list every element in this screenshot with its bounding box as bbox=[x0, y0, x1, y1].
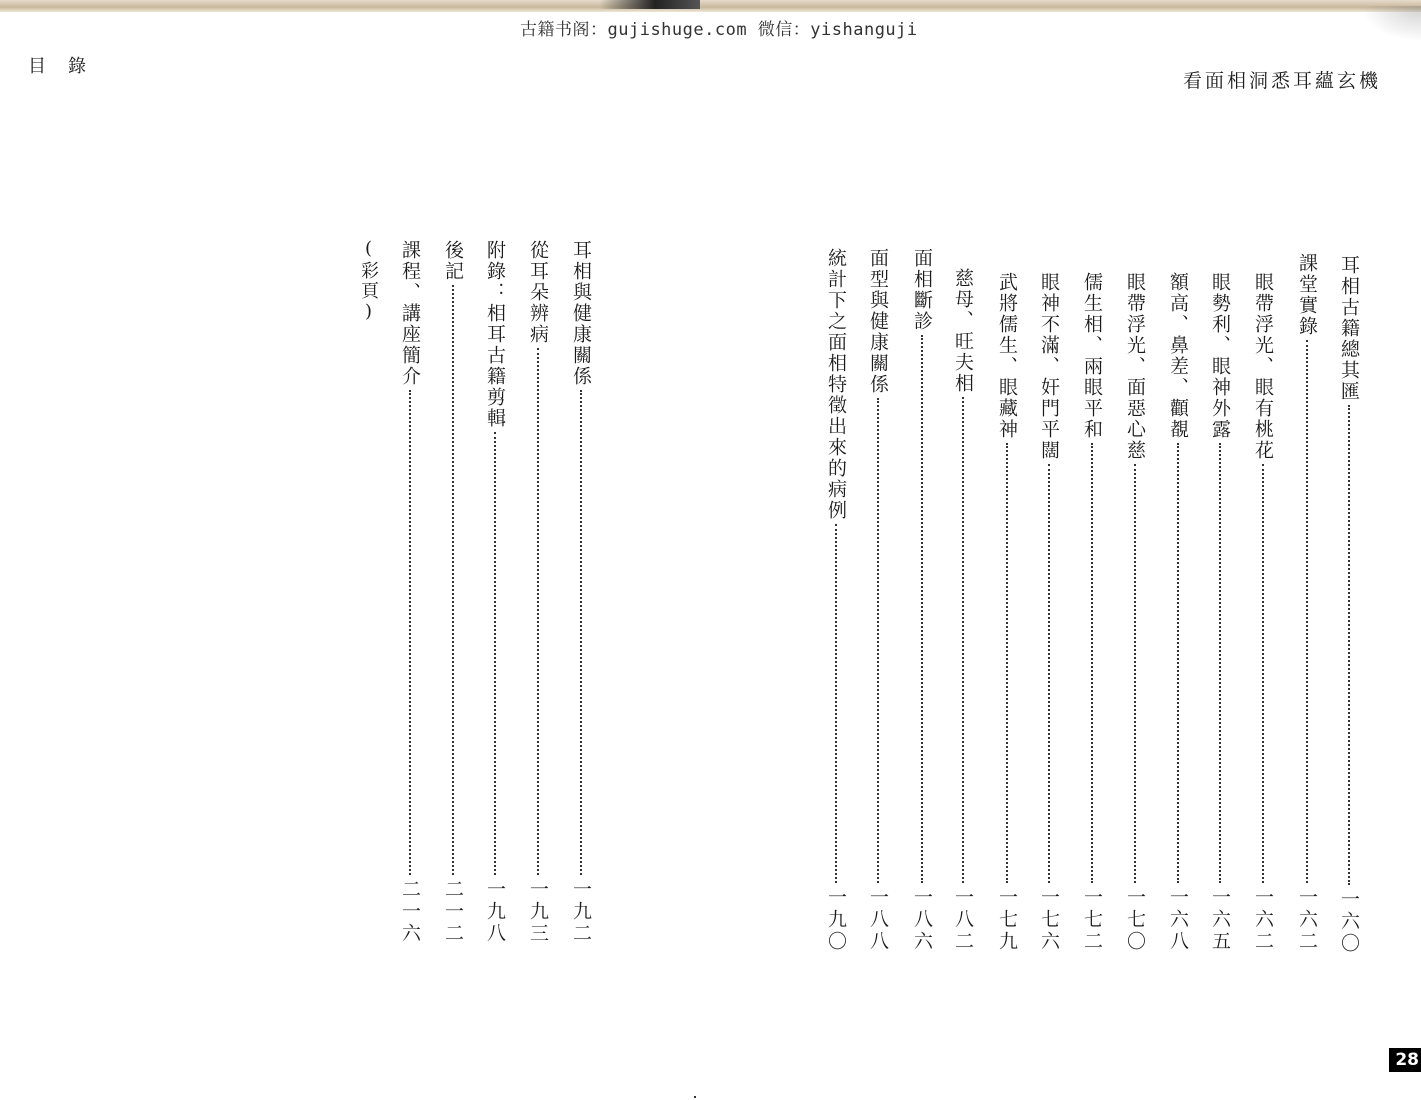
toc-entry bbox=[951, 268, 975, 953]
color-pages-note: (彩頁) bbox=[358, 238, 379, 324]
dot-leader bbox=[1006, 443, 1008, 883]
dot-leader bbox=[1306, 340, 1308, 883]
toc-entry-title: 從耳朵辨病 bbox=[527, 240, 549, 345]
toc-entry bbox=[398, 240, 422, 945]
dot-leader bbox=[1048, 464, 1050, 883]
toc-entry bbox=[910, 248, 934, 953]
running-header-right: 看面相洞悉耳蘊玄機 bbox=[1182, 70, 1381, 92]
toc-entry bbox=[1251, 272, 1275, 953]
toc-entry bbox=[1166, 272, 1190, 953]
toc-entry bbox=[866, 248, 890, 953]
toc-entry bbox=[1208, 272, 1232, 953]
toc-entry-title: 眼帶浮光、面惡心慈 bbox=[1124, 272, 1146, 461]
toc-entry-title: 耳相與健康關係 bbox=[570, 240, 592, 387]
toc-entry-page: 一六二 bbox=[1252, 887, 1274, 953]
toc-entry-page: 一六〇 bbox=[1338, 889, 1360, 955]
dot-leader bbox=[921, 335, 923, 883]
dot-leader bbox=[452, 285, 454, 875]
toc-entry-title: 額高、鼻差、顴覩 bbox=[1167, 272, 1189, 440]
dot-leader bbox=[1219, 443, 1221, 883]
scan-speck bbox=[694, 1096, 696, 1098]
toc-entry bbox=[1037, 272, 1061, 953]
toc-entry-title: 眼勢利、眼神外露 bbox=[1209, 272, 1231, 440]
top-scan-border bbox=[0, 0, 1421, 12]
toc-entry-page: 一九八 bbox=[484, 879, 506, 945]
toc-entry-page: 二一二 bbox=[442, 879, 464, 945]
toc-entry-title: 慈母、旺夫相 bbox=[952, 268, 974, 394]
toc-entry-title: 附錄：相耳古籍剪輯 bbox=[484, 240, 506, 429]
corner-smudge bbox=[1361, 6, 1421, 42]
toc-entry bbox=[1337, 255, 1361, 955]
toc-entry-page: 一七二 bbox=[1081, 887, 1103, 953]
watermark: 古籍书阁：gujishuge.com 微信：yishanguji bbox=[520, 20, 918, 40]
toc-entry-page: 一九〇 bbox=[825, 887, 847, 953]
toc-entry-title: 課程、講座簡介 bbox=[399, 240, 421, 387]
dot-leader bbox=[835, 524, 837, 883]
toc-entry-page: 二一六 bbox=[399, 879, 421, 945]
toc-entry-title: 眼帶浮光、眼有桃花 bbox=[1252, 272, 1274, 461]
page-number: 28 bbox=[1389, 1048, 1421, 1072]
toc-entry-page: 一七〇 bbox=[1124, 887, 1146, 953]
toc-entry-page: 一七九 bbox=[996, 887, 1018, 953]
toc-entry-page: 一六八 bbox=[1167, 887, 1189, 953]
dot-leader bbox=[1262, 464, 1264, 883]
dot-leader bbox=[537, 348, 539, 875]
toc-entry bbox=[1295, 253, 1319, 953]
toc-entry-page: 一六五 bbox=[1209, 887, 1231, 953]
toc-entry-title: 面型與健康關係 bbox=[867, 248, 889, 395]
toc-entry-page: 一九二 bbox=[570, 879, 592, 945]
toc-entry-title: 武將儒生、眼藏神 bbox=[996, 272, 1018, 440]
toc-entry bbox=[569, 240, 593, 945]
toc-entry-page: 一六二 bbox=[1296, 887, 1318, 953]
scan-smudge bbox=[600, 0, 700, 9]
dot-leader bbox=[494, 432, 496, 875]
dot-leader bbox=[877, 398, 879, 883]
toc-entry-page: 一八八 bbox=[867, 887, 889, 953]
toc-entry bbox=[1123, 272, 1147, 953]
dot-leader bbox=[1348, 405, 1350, 885]
toc-entry-page: 一七六 bbox=[1038, 887, 1060, 953]
toc-entry-page: 一九三 bbox=[527, 879, 549, 945]
toc-entry bbox=[483, 240, 507, 945]
toc-entry bbox=[1080, 272, 1104, 953]
toc-entry bbox=[995, 272, 1019, 953]
toc-entry bbox=[824, 248, 848, 953]
toc-entry-title: 耳相古籍總其匯 bbox=[1338, 255, 1360, 402]
dot-leader bbox=[962, 397, 964, 883]
toc-entry-title: 儒生相、兩眼平和 bbox=[1081, 272, 1103, 440]
running-header-left: 目錄 bbox=[28, 56, 108, 77]
toc-entry-title: 統計下之面相特徵出來的病例 bbox=[825, 248, 847, 521]
dot-leader bbox=[1177, 443, 1179, 883]
toc-entry-page: 一八六 bbox=[911, 887, 933, 953]
toc-entry-title: 課堂實錄 bbox=[1296, 253, 1318, 337]
toc-entry-page: 一八二 bbox=[952, 887, 974, 953]
dot-leader bbox=[580, 390, 582, 875]
dot-leader bbox=[1091, 443, 1093, 883]
dot-leader bbox=[409, 390, 411, 875]
toc-entry-title: 眼神不滿、奸門平闊 bbox=[1038, 272, 1060, 461]
dot-leader bbox=[1134, 464, 1136, 883]
toc-entry-title: 後記 bbox=[442, 240, 464, 282]
toc-entry bbox=[441, 240, 465, 945]
toc-entry-title: 面相斷診 bbox=[911, 248, 933, 332]
toc-entry bbox=[526, 240, 550, 945]
